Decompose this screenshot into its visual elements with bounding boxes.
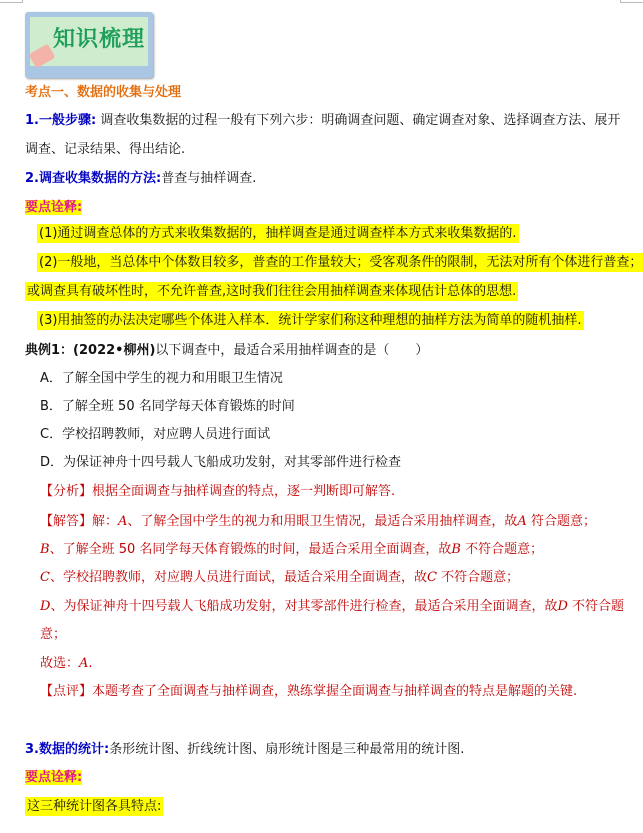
answer-line-c: C、学校招聘教师，对应聘人员进行面试，最适合采用全面调查，故C 不符合题意； (40, 570, 520, 585)
option-b: B．了解全班 50 名同学每天体育锻炼的时间 (40, 399, 295, 414)
page-corner-mark (0, 0, 23, 3)
page-corner-mark (620, 0, 643, 3)
chart-features-line: 这三种统计图各具特点: (27, 799, 162, 814)
answer-line-b: B、了解全班 50 名同学每天体育锻炼的时间，最适合采用全面调查，故B 不符合题意； (40, 542, 544, 557)
paragraph-steps-cont: 调查、记录结果、得出结论. (25, 142, 186, 157)
option-d: D．为保证神舟十四号载人飞船成功发射，对其零部件进行检查 (40, 455, 402, 470)
analysis: 【分析】根据全面调查与抽样调查的特点，逐一判断即可解答. (40, 484, 396, 499)
note-2-cont: 或调查具有破坏性时，不允许普查,这时我们往往会用抽样调查来体现估计总体的思想. (27, 284, 517, 299)
key-points-label: 要点诠释: (25, 200, 83, 215)
comment: 【点评】本题考查了全面调查与抽样调查，熟练掌握全面调查与抽样调查的特点是解题的关键. (40, 684, 578, 699)
paragraph-methods: 2.调查收集数据的方法:普查与抽样调查. (25, 171, 257, 186)
key-points-label-2: 要点诠释: (25, 770, 83, 785)
answer-line-a: 【解答】解：A、了解全国中学生的视力和用眼卫生情况，最适合采用抽样调查，故A 符合题意； (40, 514, 596, 529)
note-1: (1)通过调查总体的方式来收集数据的，抽样调查是通过调查样本方式来收集数据的. (39, 226, 517, 241)
answer-choice: 故选：A. (40, 656, 93, 671)
section-heading: 考点一、数据的收集与处理 (25, 85, 182, 100)
example-question: 典例1：(2022•柳州)以下调查中，最适合采用抽样调查的是（ ） (25, 343, 429, 358)
answer-line-d-cont: 意； (40, 627, 67, 642)
note-3: (3)用抽签的办法决定哪些个体进入样本．统计学家们称这种理想的抽样方法为简单的随机抽样. (39, 313, 582, 328)
option-a: A．了解全国中学生的视力和用眼卫生情况 (40, 371, 283, 386)
banner-title: 知识梳理 (53, 27, 146, 52)
paragraph-statistics: 3.数据的统计:条形统计图、折线统计图、扇形统计图是三种最常用的统计图. (25, 742, 465, 757)
section-banner (25, 12, 153, 78)
note-2: (2)一般地，当总体中个体数目较多，普查的工作量较大；受客观条件的限制，无法对所有个体进行普查； (39, 255, 643, 270)
answer-line-d: D、为保证神舟十四号载人飞船成功发射，对其零部件进行检查，最适合采用全面调查，故D 不符合题 (40, 599, 625, 614)
paragraph-steps: 1.一般步骤: 调查收集数据的过程一般有下列六步：明确调查问题、确定调查对象、选择调查方法、展开 (25, 113, 621, 128)
option-c: C．学校招聘教师，对应聘人员进行面试 (40, 427, 271, 442)
